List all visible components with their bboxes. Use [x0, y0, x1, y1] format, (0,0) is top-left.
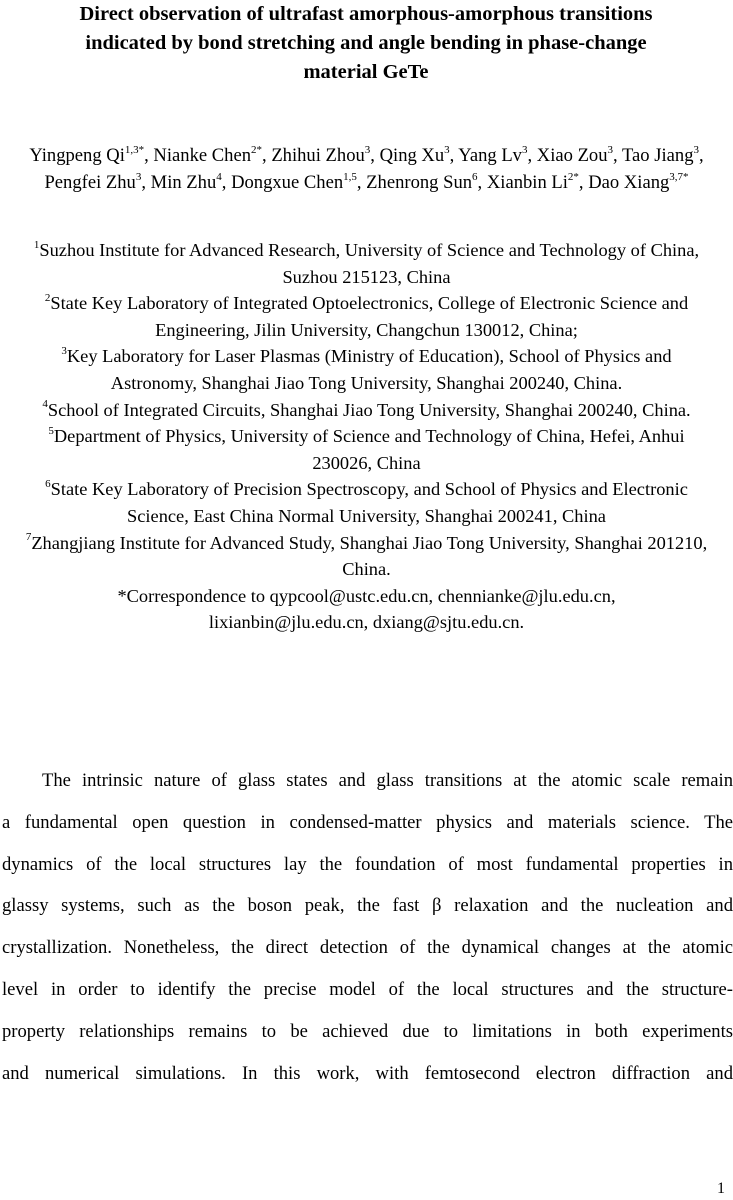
- author-affiliation-marker: 3: [521, 143, 528, 156]
- author-affiliation-marker: 3,7*: [669, 170, 689, 183]
- body-line-text: glassy systems, such as the boson peak, the fast β relaxation and the nucleation and: [2, 895, 733, 917]
- author-name: Xiao Zou: [536, 145, 608, 166]
- affiliation-text: Key Laboratory for Laser Plasmas (Ministry of Education), School of Physics and Astronomy, Shanghai Jiao Tong University, Shanghai 200240, China.: [66, 346, 672, 393]
- author: [537, 145, 622, 166]
- author-separator: ,: [370, 145, 380, 166]
- author-separator: ,: [449, 145, 459, 166]
- author: [231, 172, 366, 193]
- author: [622, 145, 704, 166]
- author: [271, 145, 379, 166]
- body-line: [0, 844, 733, 886]
- affiliation-text: Department of Physics, University of Science and Technology of China, Hefei, Anhui 230026, China: [53, 426, 685, 473]
- author-affiliation-marker: 1,5: [343, 170, 357, 183]
- author-name: Qing Xu: [379, 145, 445, 166]
- author: [458, 145, 537, 166]
- author: [487, 172, 588, 193]
- correspondence-line-1: *Correspondence to qypcool@ustc.edu.cn, chennianke@jlu.edu.cn,: [117, 585, 616, 606]
- body-line-text: The intrinsic nature of glass states and glass transitions at the atomic scale remain: [42, 770, 733, 791]
- affiliation-item: [20, 397, 713, 424]
- author-separator: ,: [262, 145, 272, 166]
- body-line-text: property relationships remains to be achieved due to limitations in both experiments: [2, 1020, 733, 1042]
- body-line: [0, 1011, 733, 1053]
- author-separator: ,: [613, 145, 622, 166]
- author-affiliation-marker: 4: [216, 170, 222, 183]
- body-line: [0, 969, 733, 1011]
- affiliation-number: 2: [44, 292, 51, 305]
- page-number: 1: [717, 1180, 725, 1197]
- affiliation-number: 1: [33, 238, 40, 251]
- affiliation-text: Zhangjiang Institute for Advanced Study, Shanghai Jiao Tong University, Shanghai 201210, China.: [31, 532, 708, 580]
- author-name: Zhenrong Sun: [366, 172, 473, 193]
- author-affiliation-marker: 2*: [567, 170, 579, 183]
- author-name: Min Zhu: [150, 172, 217, 193]
- affiliation-item: [20, 290, 713, 343]
- author: [588, 172, 688, 193]
- author-name: Pengfei Zhu: [44, 172, 136, 193]
- author-affiliation-marker: 3: [607, 143, 614, 156]
- affiliation-number: 6: [45, 478, 51, 491]
- author-name: Nianke Chen: [153, 145, 252, 166]
- author: [380, 145, 459, 166]
- body-line-text: level in order to identify the precise model of the local structures and the structure-: [2, 978, 733, 1000]
- author-affiliation-marker: 3: [693, 143, 700, 156]
- author-separator: ,: [527, 145, 537, 166]
- title-line-2: indicated by bond stretching and angle bending in phase-change: [85, 32, 647, 54]
- author-name: Zhihui Zhou: [271, 145, 365, 166]
- correspondence-line-2: lixianbin@jlu.edu.cn, dxiang@sjtu.edu.cn.: [208, 612, 525, 633]
- author: [151, 172, 231, 193]
- abstract-body: [0, 760, 733, 1094]
- body-line: [0, 802, 733, 844]
- affiliation-item: [20, 343, 713, 396]
- author-affiliation-marker: 3: [135, 170, 142, 183]
- author-separator: ,: [578, 172, 589, 193]
- author-list: [20, 142, 713, 196]
- affiliation-item: [20, 423, 713, 476]
- affiliation-number: 7: [25, 531, 32, 544]
- affiliation-text: State Key Laboratory of Precision Spectroscopy, and School of Physics and Electronic Science, East China Normal University, Shanghai 200241, China: [50, 479, 688, 526]
- body-line-text: dynamics of the local structures lay the foundation of most fundamental properties in: [2, 853, 733, 875]
- author-affiliation-marker: 3: [364, 143, 371, 156]
- affiliation-items: [20, 237, 713, 583]
- author-separator: ,: [221, 172, 232, 193]
- body-line-text: a fundamental open question in condensed-matter physics and materials science. The: [2, 811, 733, 833]
- affiliation-item: [20, 476, 713, 529]
- author: [44, 172, 150, 193]
- affiliation-item: [20, 530, 713, 583]
- author-name: Dongxue Chen: [231, 172, 344, 193]
- author-affiliation-marker: 1,3*: [124, 143, 145, 156]
- affiliation-item: [20, 237, 713, 290]
- title-line-1: Direct observation of ultrafast amorphous-amorphous transitions: [79, 3, 653, 25]
- affiliation-number: 3: [61, 345, 67, 358]
- author-affiliation-marker: 6: [472, 170, 478, 183]
- paper-title: [16, 0, 716, 87]
- correspondence: [20, 583, 713, 636]
- author-separator: ,: [141, 172, 151, 193]
- affiliation-number: 5: [48, 425, 54, 438]
- author: [153, 145, 271, 166]
- body-line: [0, 1053, 733, 1095]
- body-line: [0, 760, 733, 802]
- author-separator: ,: [356, 172, 367, 193]
- affiliation-text: Suzhou Institute for Advanced Research, University of Science and Technology of China, Suzhou 215123, China: [39, 240, 700, 287]
- author-name: Yingpeng Qi: [29, 145, 125, 166]
- author-affiliation-marker: 2*: [251, 143, 263, 156]
- title-line-3: material GeTe: [303, 61, 429, 83]
- author-name: Dao Xiang: [588, 172, 670, 193]
- body-line: [0, 927, 733, 969]
- author-name: Yang Lv: [458, 145, 522, 166]
- affiliation-text: School of Integrated Circuits, Shanghai Jiao Tong University, Shanghai 200240, China.: [47, 399, 691, 420]
- author: [366, 172, 487, 193]
- affiliation-number: 4: [42, 398, 48, 411]
- author-separator: ,: [699, 145, 704, 166]
- author: [29, 145, 153, 166]
- affiliation-list: [20, 237, 713, 636]
- author-name: Tao Jiang: [622, 145, 694, 166]
- author-separator: ,: [477, 172, 487, 193]
- author-name: Xianbin Li: [486, 172, 568, 193]
- author-affiliation-marker: 3: [444, 143, 450, 156]
- body-line-text: crystallization. Nonetheless, the direct detection of the dynamical changes at the atomic: [2, 937, 733, 959]
- author-separator: ,: [144, 145, 154, 166]
- body-line: [0, 885, 733, 927]
- body-line-text: and numerical simulations. In this work, with femtosecond electron diffraction and: [2, 1062, 733, 1084]
- affiliation-text: State Key Laboratory of Integrated Optoelectronics, College of Electronic Science and Engineering, Jilin University, Changchun 130012, China;: [50, 293, 689, 340]
